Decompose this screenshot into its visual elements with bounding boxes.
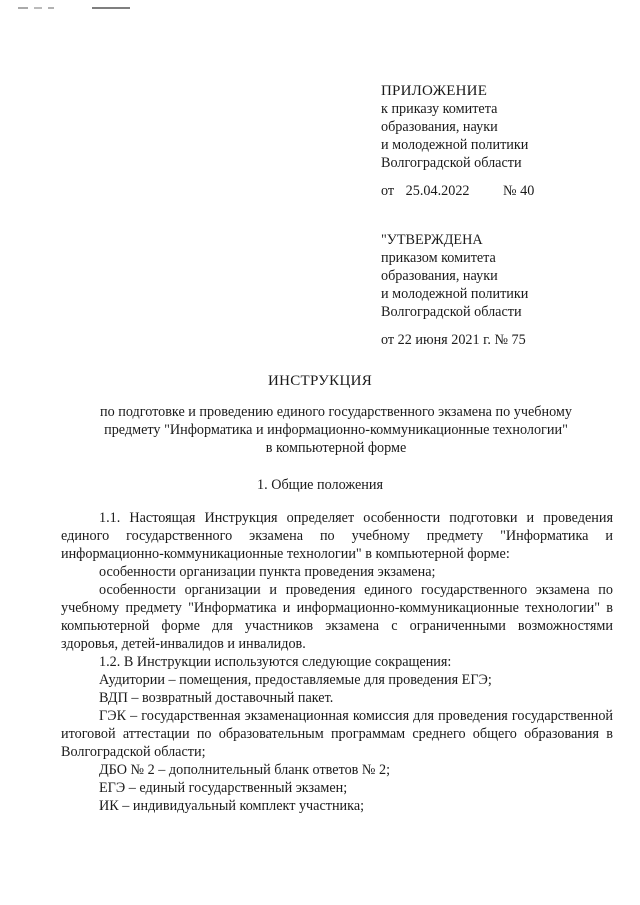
approved-block: [381, 231, 611, 321]
order-number: № 40: [503, 183, 535, 199]
order-date: 25.04.2022: [405, 183, 470, 199]
appendix-order-line: [381, 182, 611, 200]
order-prefix: от: [381, 183, 395, 199]
appendix-block: [381, 82, 611, 172]
paragraph: ИК – индивидуальный комплект участника;: [99, 798, 365, 814]
paragraph: Аудитории – помещения, предоставляемые для проведения ЕГЭ;: [99, 672, 492, 688]
appendix-line: Волгоградской области: [381, 155, 522, 171]
approved-title: "УТВЕРЖДЕНА: [381, 232, 483, 248]
paragraph: ДБО № 2 – дополнительный бланк ответов № 2;: [99, 762, 391, 778]
paragraph: ГЭК – государственная экзаменационная комиссия для проведения государственной итоговой аттестации по образовательным программам среднего общего образования в Волгоградской области;: [61, 708, 613, 760]
section-title: 1. Общие положения: [257, 477, 383, 493]
document-body: [61, 509, 613, 815]
scan-artifact-mark: [18, 6, 138, 10]
paragraph: ВДП – возвратный доставочный пакет.: [99, 690, 334, 706]
approved-line: приказом комитета: [381, 250, 496, 266]
paragraph: ЕГЭ – единый государственный экзамен;: [99, 780, 348, 796]
appendix-line: образования, науки: [381, 119, 498, 135]
paragraph: 1.2. В Инструкции используются следующие сокращения:: [99, 654, 452, 670]
approved-line: Волгоградской области: [381, 304, 522, 320]
approved-line: образования, науки: [381, 268, 498, 284]
appendix-title: ПРИЛОЖЕНИЕ: [381, 83, 488, 99]
paragraph: 1.1. Настоящая Инструкция определяет особенности подготовки и проведения единого государственного экзамена по учебному предмету "Информатика и информационно-коммуникационные технологии" в компьютерной форме:: [61, 510, 613, 562]
document-title: ИНСТРУКЦИЯ: [267, 373, 373, 389]
document-subtitle: [60, 403, 612, 457]
paragraph: особенности организации пункта проведения экзамена;: [99, 564, 436, 580]
paragraph: особенности организации и проведения единого государственного экзамена по учебному предмету "Информатика и информационно-коммуникационные технологии" в компьютерной форме для участников экзамена с ограниченными возможностями здоровья, детей-инвалидов и инвалидов.: [61, 582, 613, 652]
approved-line: и молодежной политики: [381, 286, 529, 302]
appendix-line: к приказу комитета: [381, 101, 498, 117]
subtitle-line: в компьютерной форме: [265, 440, 407, 456]
appendix-line: и молодежной политики: [381, 137, 529, 153]
approved-date-line: от 22 июня 2021 г. № 75: [381, 332, 526, 348]
subtitle-line: по подготовке и проведению единого государственного экзамена по учебному: [100, 404, 572, 420]
subtitle-line: предмету "Информатика и информационно-коммуникационные технологии": [104, 422, 568, 438]
